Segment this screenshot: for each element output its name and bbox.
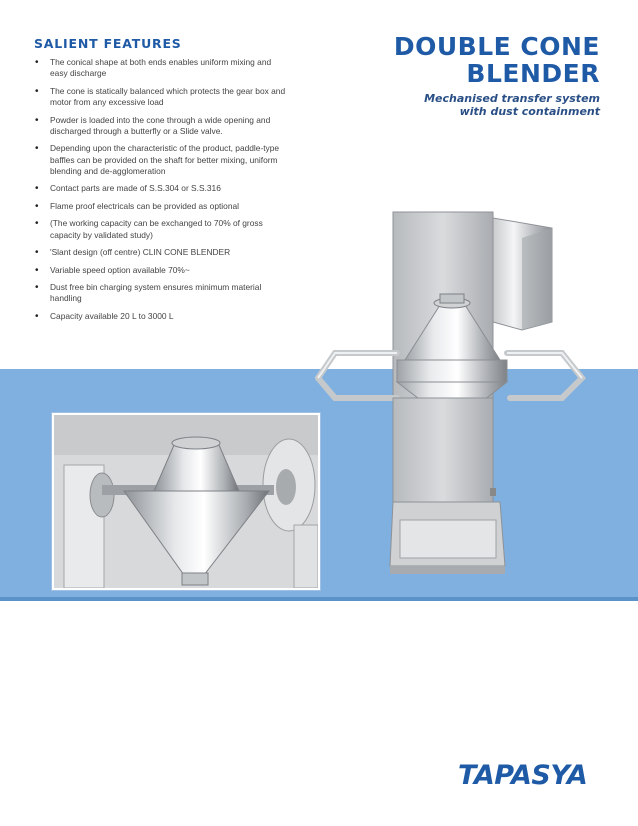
product-subtitle bbox=[424, 92, 600, 118]
band-divider bbox=[0, 597, 638, 601]
feature-item: • Capacity available 20 L to 3000 L bbox=[34, 311, 290, 322]
feature-item: • (The working capacity can be exchanged to 70% of gross capacity by validated study) bbox=[34, 218, 290, 241]
blender-machine-photo bbox=[300, 210, 590, 590]
blender-closeup-photo bbox=[54, 415, 318, 588]
logo-text: TAPASYA bbox=[458, 760, 588, 791]
salient-features-section bbox=[34, 36, 290, 328]
feature-item: • Dust free bin charging system ensures minimum material handling bbox=[34, 282, 290, 305]
feature-item: • 'Slant design (off centre) CLIN CONE BLENDER bbox=[34, 247, 290, 258]
subtitle-line-1: Mechanised transfer system bbox=[424, 92, 600, 105]
feature-item: • Powder is loaded into the cone through a wide opening and discharged through a butterfly or a Slide valve. bbox=[34, 115, 290, 138]
feature-item: • Depending upon the characteristic of the product, paddle-type baffles can be provided on the shaft for better mixing, uniform blending and de-agglomeration bbox=[34, 143, 290, 177]
title-line-2: BLENDER bbox=[466, 59, 600, 88]
features-heading: SALIENT FEATURES bbox=[34, 36, 182, 51]
product-title bbox=[394, 33, 600, 87]
feature-item: • The conical shape at both ends enables uniform mixing and easy discharge bbox=[34, 57, 290, 80]
tapasya-logo bbox=[458, 760, 587, 791]
feature-item: • Flame proof electricals can be provided as optional bbox=[34, 201, 290, 212]
subtitle-line-2: with dust containment bbox=[459, 105, 600, 118]
feature-item: • Variable speed option available 70%~ bbox=[34, 265, 290, 276]
features-list bbox=[34, 57, 290, 322]
inset-photo-frame bbox=[52, 413, 320, 590]
feature-item: • Contact parts are made of S.S.304 or S.S.316 bbox=[34, 183, 290, 194]
title-line-1: DOUBLE CONE bbox=[393, 32, 600, 61]
feature-item: • The cone is statically balanced which protects the gear box and motor from any excessive load bbox=[34, 86, 290, 109]
